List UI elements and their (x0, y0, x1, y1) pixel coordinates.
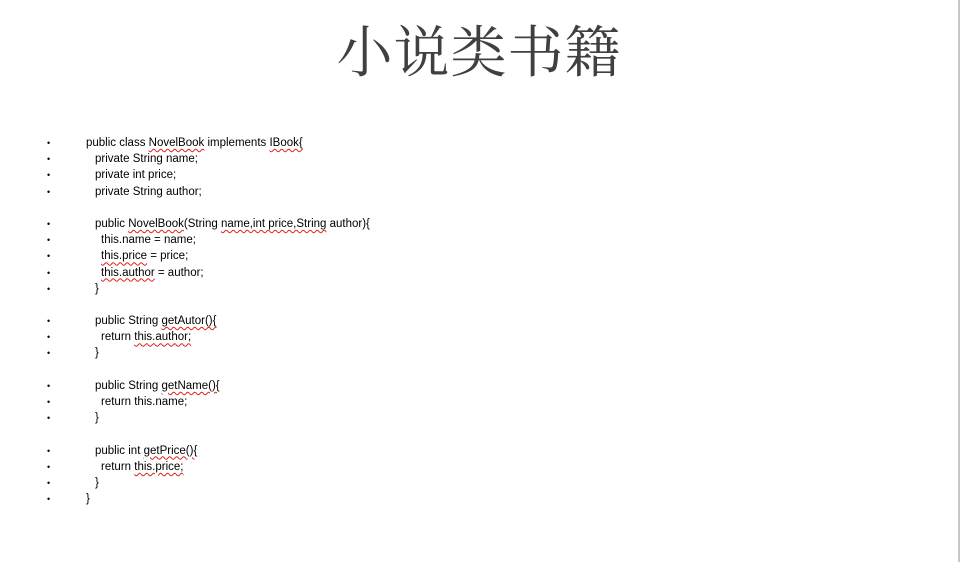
code-line (0, 167, 900, 183)
blank-line (0, 362, 900, 378)
code-text (101, 265, 204, 281)
bullet-icon: • (47, 477, 51, 488)
code-line (0, 475, 900, 491)
code-text (95, 443, 197, 459)
bullet-icon: • (47, 267, 51, 278)
code-segment: (String (183, 217, 221, 230)
code-line (0, 248, 900, 264)
spellcheck-flagged-text: this.author; (134, 331, 192, 344)
code-line (0, 329, 900, 345)
code-text (95, 151, 198, 167)
code-text (86, 491, 90, 507)
code-text (95, 410, 99, 426)
code-segment: return (101, 331, 135, 344)
code-text (86, 135, 303, 151)
code-segment: } (95, 347, 99, 360)
code-segment: return this.name; (101, 396, 188, 408)
code-text (95, 184, 202, 200)
blank-line (0, 297, 900, 313)
code-bullet-list (0, 135, 900, 507)
bullet-icon: • (47, 380, 51, 391)
code-segment: private String author; (95, 185, 202, 198)
code-line (0, 232, 900, 248)
code-text (101, 394, 187, 410)
bullet-icon: • (47, 283, 51, 294)
code-text (101, 459, 183, 475)
code-line (0, 281, 900, 297)
spellcheck-flagged-text: IBook{ (269, 137, 303, 149)
code-segment: this.name = name; (101, 234, 196, 247)
code-segment: = price; (147, 250, 189, 263)
code-segment: } (95, 476, 99, 489)
spellcheck-flagged-text: getName(){ (161, 379, 220, 392)
bullet-icon: • (47, 494, 51, 505)
code-text (95, 313, 216, 329)
code-segment: private String name; (95, 153, 198, 166)
spellcheck-flagged-text: NovelBook (148, 137, 205, 149)
code-segment: } (86, 493, 90, 506)
code-segment: public int (95, 444, 144, 457)
bullet-icon: • (47, 413, 51, 424)
code-line (0, 378, 900, 394)
code-text (95, 216, 370, 232)
code-line (0, 443, 900, 459)
spellcheck-flagged-text: getAutor(){ (161, 315, 217, 328)
code-line (0, 345, 900, 361)
code-line (0, 265, 900, 281)
code-segment: public (95, 217, 129, 230)
blank-line (0, 426, 900, 442)
bullet-icon: • (47, 251, 51, 262)
bullet-icon: • (47, 445, 51, 456)
code-line (0, 135, 900, 151)
code-text (95, 167, 176, 183)
code-line (0, 151, 900, 167)
code-line (0, 216, 900, 232)
bullet-icon: • (47, 397, 51, 407)
spellcheck-flagged-text: this.author (101, 266, 155, 279)
code-segment: } (95, 412, 99, 425)
code-line (0, 491, 900, 507)
bullet-icon: • (47, 461, 51, 472)
bullet-icon: • (47, 235, 51, 246)
code-text (101, 329, 191, 345)
slide-border (958, 0, 960, 562)
spellcheck-flagged-text: getPrice(){ (143, 444, 198, 457)
code-text (101, 232, 196, 248)
bullet-icon: • (47, 154, 51, 165)
code-line (0, 459, 900, 475)
code-segment: return (101, 460, 135, 473)
code-line (0, 184, 900, 200)
code-text (95, 378, 220, 394)
code-segment: = author; (154, 266, 204, 279)
bullet-icon: • (47, 218, 51, 229)
code-text (95, 345, 99, 361)
code-text (101, 248, 188, 264)
spellcheck-flagged-text: this.price (101, 250, 148, 263)
bullet-icon: • (47, 170, 51, 181)
spellcheck-flagged-text: name,int price,String (220, 217, 327, 230)
code-segment: private int price; (95, 169, 177, 182)
code-segment: implements (204, 137, 270, 149)
code-segment: public class (86, 137, 149, 149)
blank-line (0, 200, 900, 216)
bullet-icon: • (47, 332, 51, 343)
code-line (0, 313, 900, 329)
code-segment: public String (95, 379, 162, 392)
code-text (95, 281, 99, 297)
bullet-icon: • (47, 186, 51, 197)
code-line (0, 410, 900, 426)
bullet-icon: • (47, 138, 51, 148)
code-segment: public String (95, 315, 162, 328)
code-segment: } (95, 282, 99, 295)
bullet-icon: • (47, 316, 51, 327)
slide-title: 小说类书籍 (336, 21, 622, 86)
bullet-icon: • (47, 348, 51, 359)
code-segment: author){ (326, 217, 370, 230)
spellcheck-flagged-text: this.price; (134, 460, 184, 473)
code-text (95, 475, 99, 491)
code-line (0, 394, 900, 410)
spellcheck-flagged-text: NovelBook (128, 217, 184, 230)
